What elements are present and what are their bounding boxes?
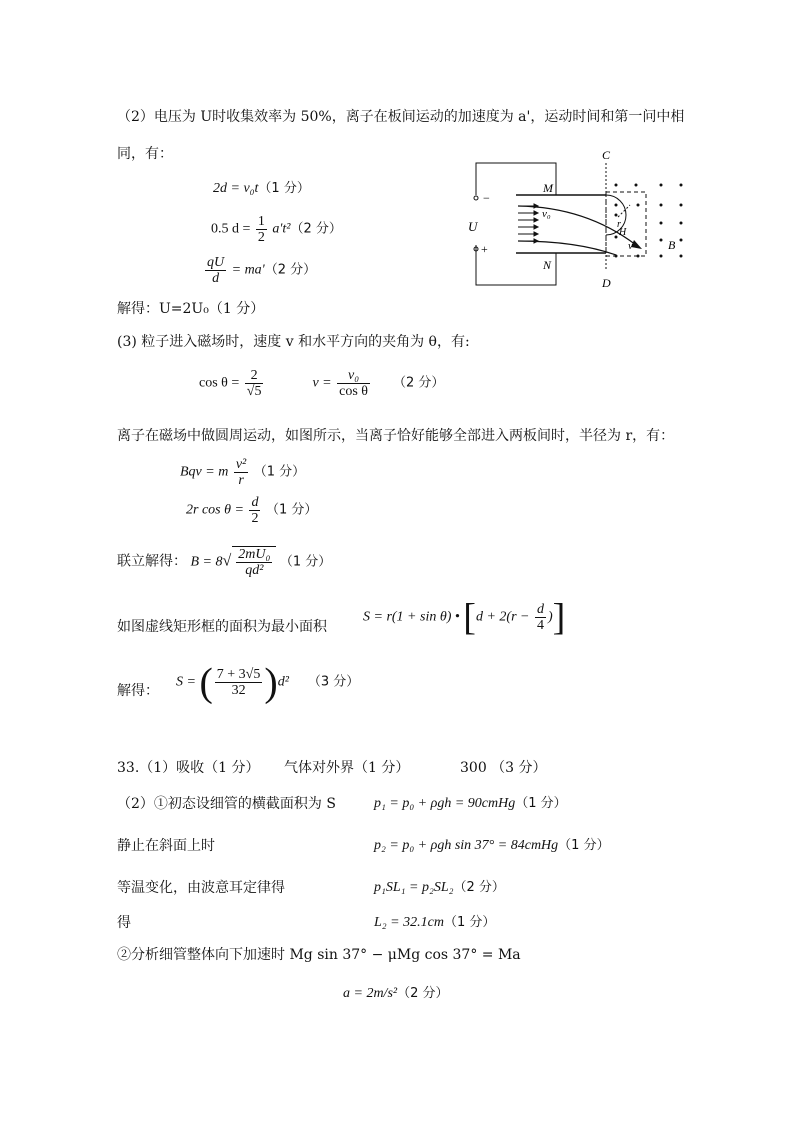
eq-bqv: Bqv = m $\frac{\text{v²}}{r}$ （1 分）	[180, 457, 306, 488]
eq-2rcos: 2r cos θ = $\frac{d}{2}$ （1 分）	[186, 495, 318, 526]
field-b-label: B	[668, 238, 676, 252]
v-label: v	[628, 240, 633, 252]
q33-line1-b: 气体对外界（1 分）	[284, 760, 410, 776]
min-area-rect	[606, 192, 646, 256]
q33-p2-label: 静止在斜面上时	[117, 838, 215, 854]
radius-label: r	[617, 219, 621, 230]
eq-l2: L₂ = 32.1cm（1 分）	[374, 915, 496, 930]
point-h-label: H	[619, 227, 627, 238]
eq-2d-v0t: 2d = v₀t（1 分）	[213, 181, 310, 196]
part2-intro-line1: （2）电压为 U时收集效率为 50%，离子在板间运动的加速度为 a'，运动时间和第一问中相	[117, 109, 685, 125]
plate-n-label: N	[543, 258, 552, 272]
eq-b-result: 联立解得： B = 8√ $\frac{\text{2mU₀}}{\text{qd²}}$ （1 分）	[117, 547, 332, 578]
part3-circle-text: 离子在磁场中做圆周运动，如图所示，当离子恰好能够全部进入两板间时，半径为 r，有：	[117, 428, 675, 444]
eq-area: S = r(1 + sin θ) • [d + 2(r − $\frac{d}{4}$ )]	[363, 596, 566, 639]
q33-p1-label: （2）①初态设细管的横截面积为 S	[117, 796, 336, 812]
eq-s-result: S = ( $\frac{7 + 3√5}{32}$ )d² （3 分）	[176, 659, 360, 705]
eq-boyle: p₁SL₁ = p₂SL₂（2 分）	[374, 880, 505, 895]
q33-isothermal-label: 等温变化，由波意耳定律得	[117, 880, 285, 896]
part2-intro-line2: 同，有：	[117, 146, 173, 162]
part3-intro: (3) 粒子进入磁场时，速度 v 和水平方向的夹角为 θ，有:	[117, 334, 470, 350]
v0-label: v₀	[542, 208, 551, 220]
ion-beam	[518, 204, 538, 243]
terminal-minus	[474, 196, 478, 200]
field-diagram	[466, 145, 696, 295]
eq-half-d: 0.5 d = $\frac{1}{2}$ a't²（2 分）	[211, 214, 342, 245]
plate-m-label: M	[543, 181, 553, 195]
q33-analysis: ②分析细管整体向下加速时 Mg sin 37° − μMg cos 37° = Ma	[117, 947, 521, 963]
eq-cos-theta: cos θ = $\frac{2}{√5}$ v = $\frac{\text{v₀}}{\text{cos θ}}$ （2 分）	[199, 368, 445, 399]
boundary-d-label: D	[602, 276, 611, 290]
minus-label: −	[483, 191, 490, 205]
q33-line1-a: 33.（1）吸收（1 分）	[117, 760, 260, 776]
part2-solve: 解得：U=2U₀（1 分）	[117, 301, 265, 317]
q33-de-label: 得	[117, 915, 131, 931]
circuit-wire	[476, 163, 606, 285]
eq-qu-d: $\frac{qU}{d}$ = ma'（2 分）	[207, 255, 317, 286]
voltage-label: U	[468, 219, 478, 234]
boundary-c-label: C	[602, 148, 611, 162]
eq-p1: p₁ = p₀ + ρgh = 90cmHg（1 分）	[374, 796, 567, 811]
eq-acceleration: a = 2m/s²（2 分）	[343, 986, 449, 1001]
plus-label: +	[481, 242, 488, 256]
part3-area-text: 如图虚线矩形框的面积为最小面积	[117, 619, 327, 635]
q33-line1-c: 300 （3 分）	[460, 760, 547, 776]
eq-p2: p₂ = p₀ + ρgh sin 37° = 84cmHg（1 分）	[374, 838, 610, 853]
part3-s-label: 解得：	[117, 683, 159, 699]
